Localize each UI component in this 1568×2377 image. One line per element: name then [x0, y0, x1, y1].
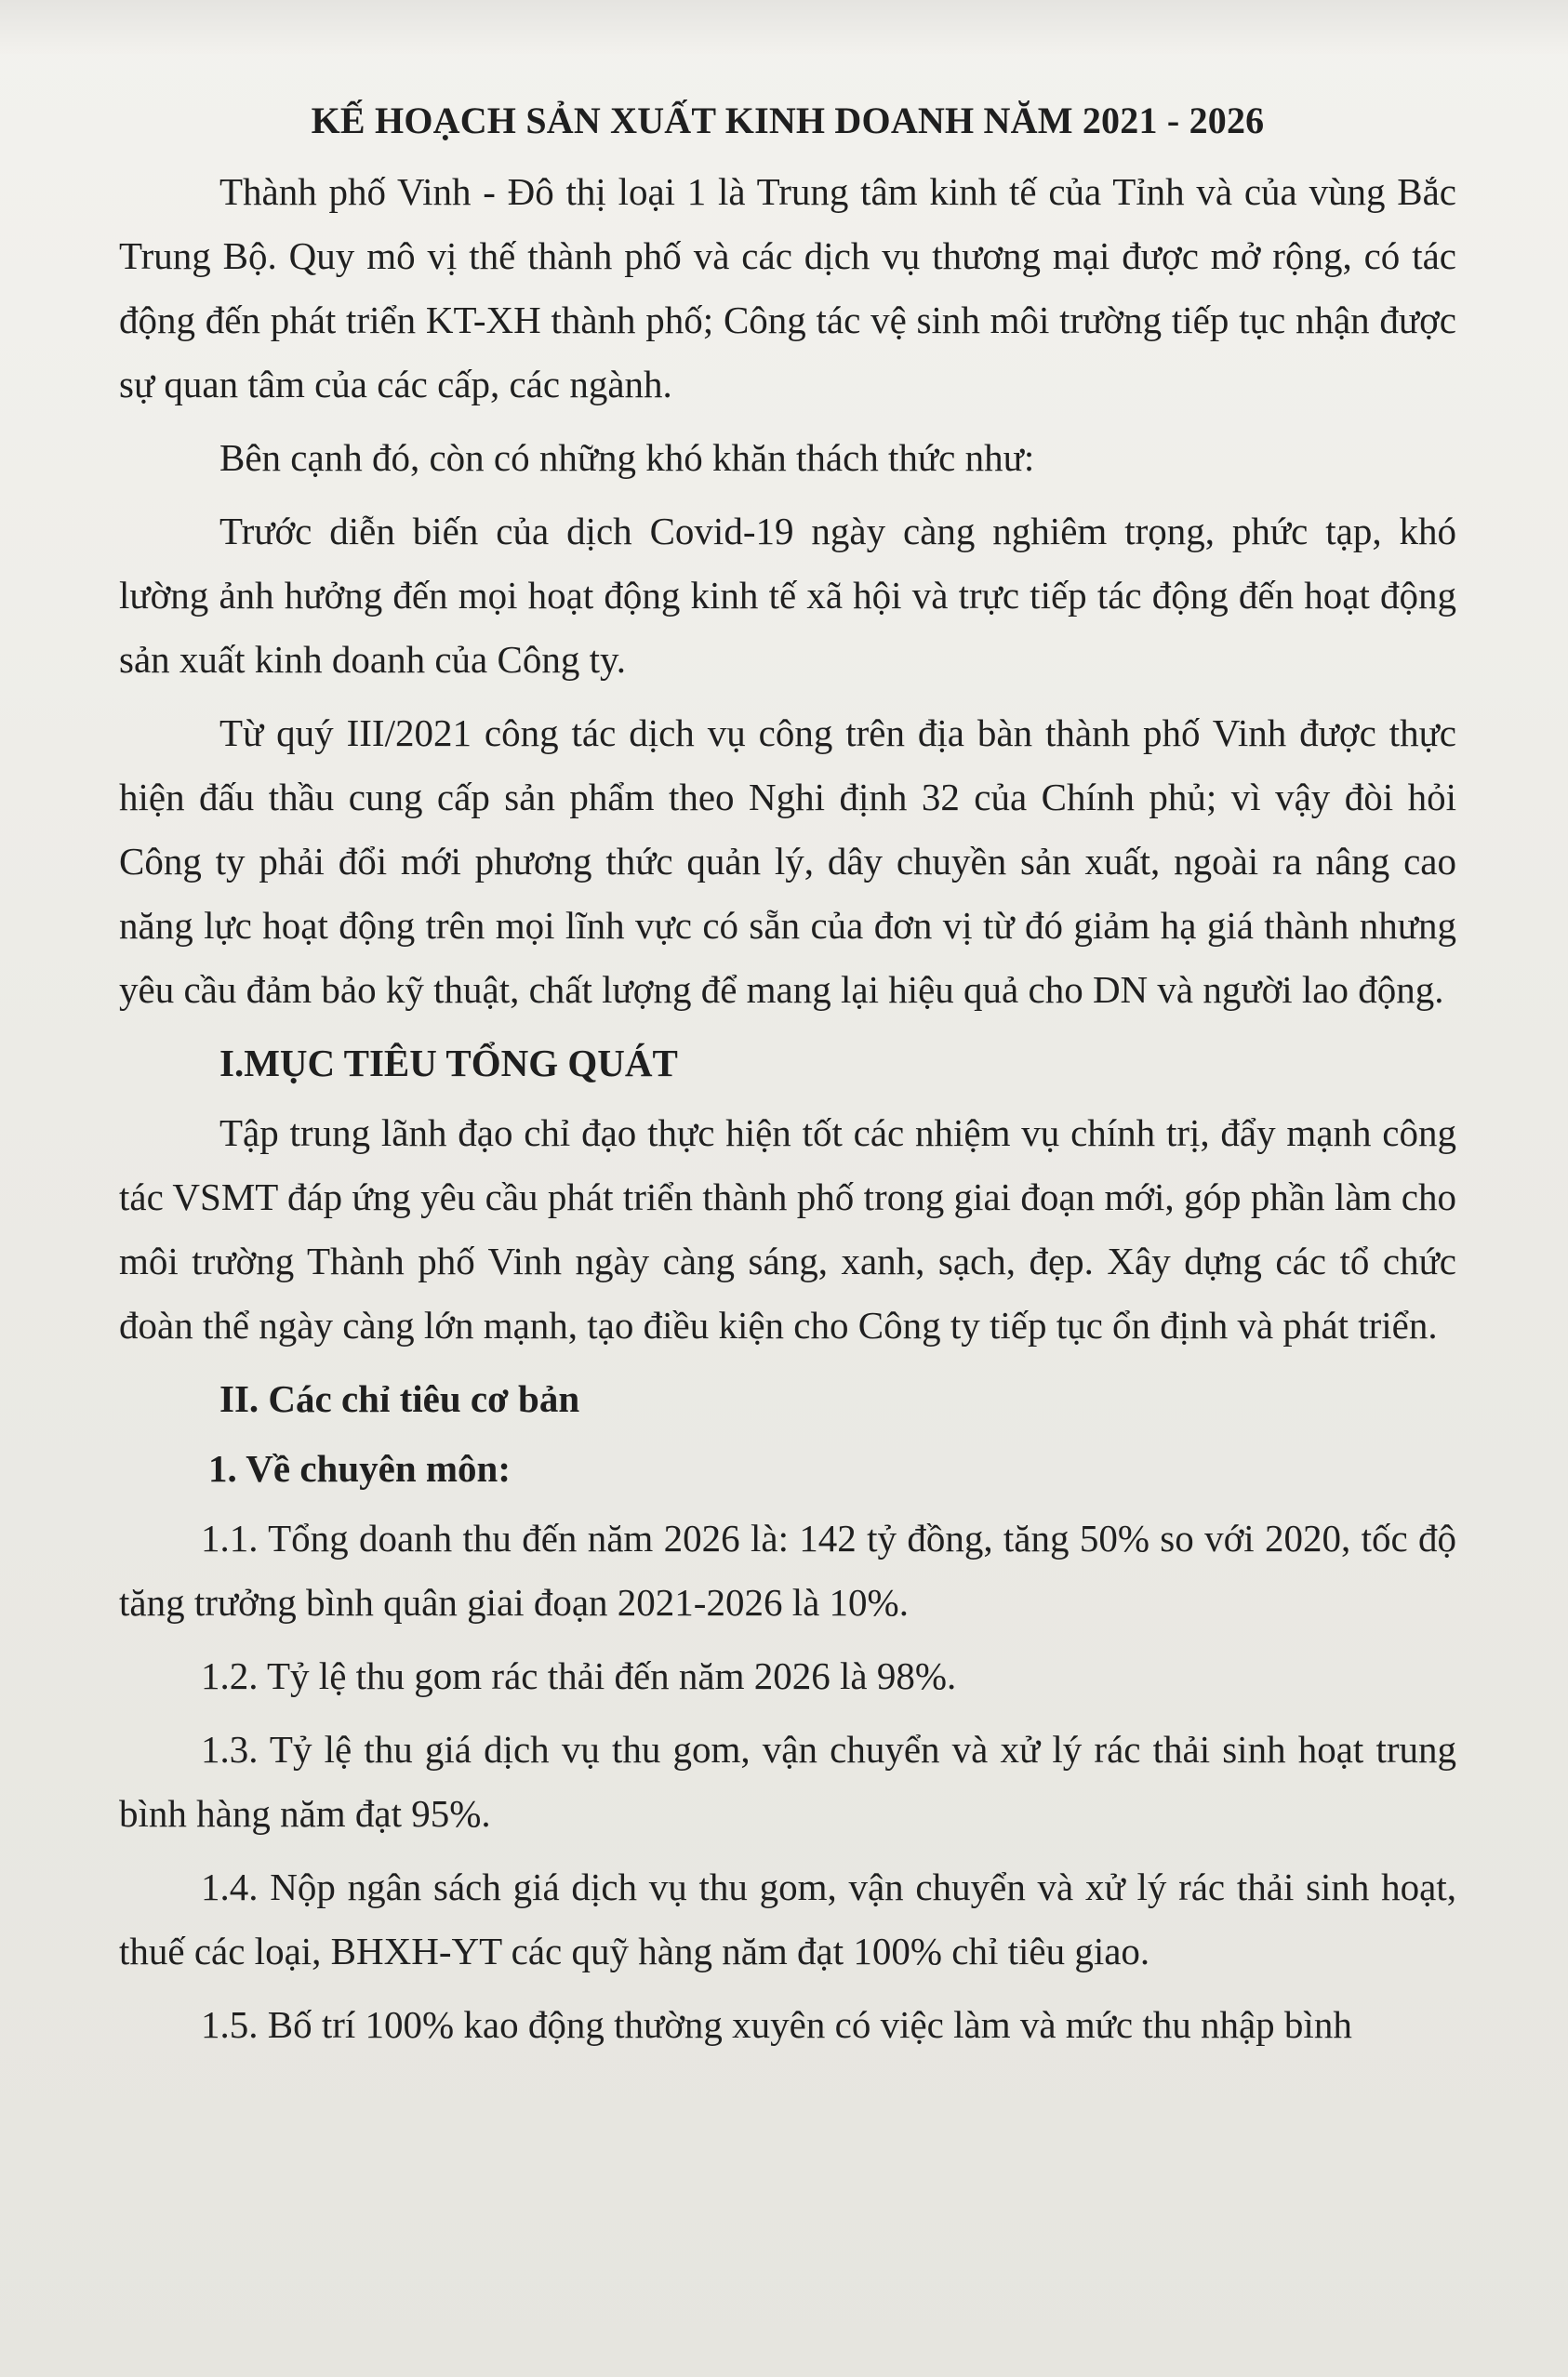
page-shadow	[0, 0, 1568, 56]
intro-paragraph-1: Thành phố Vinh - Đô thị loại 1 là Trung tâm kinh tế của Tỉnh và của vùng Bắc Trung Bộ. Quy mô vị thế thành phố và các dịch vụ thương mại được mở rộng, có tác động đến phát triển KT-XH thành phố; Công tác vệ sinh môi trường tiếp tục nhận được sự quan tâm của các cấp, các ngành.	[119, 170, 1456, 405]
section-1-text: Tập trung lãnh đạo chỉ đạo thực hiện tốt các nhiệm vụ chính trị, đẩy mạnh công tác VSMT đáp ứng yêu cầu phát triển thành phố trong giai đoạn mới, góp phần làm cho môi trường Thành phố Vinh ngày càng sáng, xanh, sạch, đẹp. Xây dựng các tổ chức đoàn thể ngày càng lớn mạnh, tạo điều kiện cho Công ty tiếp tục ổn định và phát triển.	[119, 1111, 1456, 1347]
section-2-heading: II. Các chỉ tiêu cơ bản	[219, 1377, 580, 1420]
indicator-item-1-5: 1.5. Bố trí 100% kao động thường xuyên có việc làm và mức thu nhập bình	[201, 2003, 1352, 2046]
indicator-item-1-4: 1.4. Nộp ngân sách giá dịch vụ thu gom, vận chuyển và xử lý rác thải sinh hoạt, thuế các loại, BHXH-YT các quỹ hàng năm đạt 100% chỉ tiêu giao.	[119, 1866, 1456, 1972]
section-2-subheading: 1. Về chuyên môn:	[208, 1447, 511, 1490]
indicator-item-1-1: 1.1. Tổng doanh thu đến năm 2026 là: 142 tỷ đồng, tăng 50% so với 2020, tốc độ tăng trưởng bình quân giai đoạn 2021-2026 là 10%.	[119, 1517, 1456, 1624]
intro-paragraph-4: Từ quý III/2021 công tác dịch vụ công trên địa bàn thành phố Vinh được thực hiện đấu thầu cung cấp sản phẩm theo Nghi định 32 của Chính phủ; vì vậy đòi hỏi Công ty phải đổi mới phương thức quản lý, dây chuyền sản xuất, ngoài ra nâng cao năng lực hoạt động trên mọi lĩnh vực có sẵn của đơn vị từ đó giảm hạ giá thành nhưng yêu cầu đảm bảo kỹ thuật, chất lượng để mang lại hiệu quả cho DN và người lao động.	[119, 711, 1456, 1011]
intro-paragraph-2: Bên cạnh đó, còn có những khó khăn thách thức như:	[219, 436, 1035, 479]
document-title: KẾ HOẠCH SẢN XUẤT KINH DOANH NĂM 2021 - 2026	[311, 100, 1265, 141]
intro-paragraph-3: Trước diễn biến của dịch Covid-19 ngày càng nghiêm trọng, phức tạp, khó lường ảnh hưởng đến mọi hoạt động kinh tế xã hội và trực tiếp tác động đến hoạt động sản xuất kinh doanh của Công ty.	[119, 510, 1456, 681]
section-1-heading: I.MỤC TIÊU TỔNG QUÁT	[219, 1042, 678, 1084]
indicator-item-1-3: 1.3. Tỷ lệ thu giá dịch vụ thu gom, vận chuyển và xử lý rác thải sinh hoạt trung bình hàng năm đạt 95%.	[119, 1728, 1456, 1835]
indicator-item-1-2: 1.2. Tỷ lệ thu gom rác thải đến năm 2026 là 98%.	[201, 1654, 957, 1697]
indicator-list	[119, 1507, 1456, 2057]
